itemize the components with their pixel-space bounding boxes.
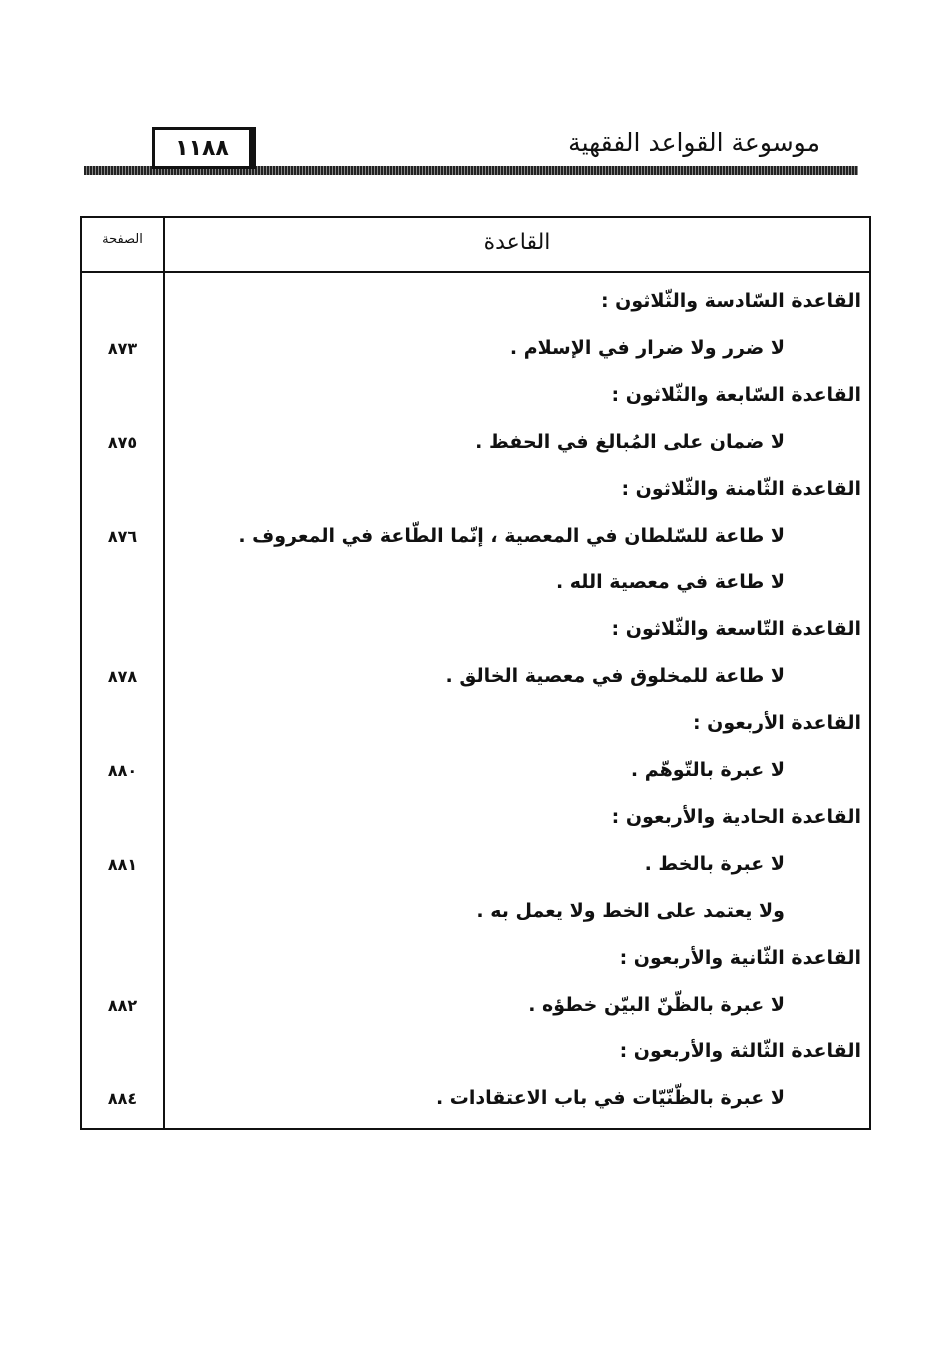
toc-entry-text: لا عبرة بالتّوهّم . (630, 759, 785, 781)
toc-entry-text: لا طاعة في معصية الله . (555, 571, 785, 594)
toc-entry-text: القاعدة السّادسة والثّلاثون : (600, 290, 861, 312)
toc-entry-text: القاعدة السّابعة والثّلاثون : (611, 383, 861, 406)
toc-rule-entry (82, 988, 869, 1034)
column-header-rule: القاعدة (483, 230, 551, 255)
toc-entry-text: لا عبرة بالظّنّ البيّن خطؤه . (528, 993, 785, 1016)
toc-table (80, 216, 871, 1130)
running-header-title: موسوعة القواعد الفقهية (568, 128, 820, 157)
toc-entry-text: لا عبرة بالظّنّيّات في باب الاعتقادات . (435, 1087, 785, 1110)
toc-rule-entry (82, 847, 869, 893)
toc-entry-page: ٨٧٦ (107, 526, 138, 546)
toc-entry-page: ٨٧٨ (107, 667, 138, 687)
toc-rule-heading (82, 706, 869, 752)
toc-entry-text: لا ضرر ولا ضرار في الإسلام . (509, 336, 785, 359)
column-header-page: الصفحة (102, 232, 143, 247)
toc-rule-entry (82, 753, 869, 799)
page-number-box (152, 127, 256, 169)
toc-entry-page: ٨٧٣ (107, 338, 138, 358)
toc-entry-page: ٨٧٥ (107, 432, 138, 452)
toc-rule-entry (82, 425, 869, 471)
toc-entry-text: لا عبرة بالخط . (644, 852, 785, 875)
toc-entry-text: القاعدة الحادية والأربعون : (611, 805, 861, 828)
toc-rule-heading (82, 800, 869, 846)
page-number: ١١٨٨ (175, 135, 229, 161)
toc-entry-text: القاعدة الثّالثة والأربعون : (619, 1040, 861, 1063)
toc-entry-page: ٨٨٢ (107, 995, 138, 1015)
toc-entry-text: لا طاعة للسّلطان في المعصية ، إنّما الطّاعة في المعروف . (238, 524, 785, 547)
toc-entry-text: القاعدة الثّانية والأربعون : (619, 946, 861, 969)
toc-rule-heading (82, 1034, 869, 1080)
toc-rule-entry (82, 1081, 869, 1127)
toc-rule-heading (82, 284, 869, 330)
toc-entry-page: ٨٨١ (107, 854, 138, 874)
toc-rule-heading (82, 941, 869, 987)
toc-entry-text: القاعدة الثّامنة والثّلاثون : (621, 477, 861, 500)
toc-entry-text: القاعدة الأربعون : (692, 712, 861, 735)
toc-rule-heading (82, 612, 869, 658)
toc-entry-text: لا ضمان على المُبالغ في الحفظ . (475, 430, 785, 453)
toc-rule-heading (82, 472, 869, 518)
toc-rule-entry (82, 519, 869, 565)
toc-entry-text: القاعدة التّاسعة والثّلاثون : (611, 618, 861, 641)
toc-rule-entry (82, 659, 869, 705)
toc-rule-entry (82, 565, 869, 611)
toc-rule-entry (82, 894, 869, 940)
toc-entry-text: ولا يعتمد على الخط ولا يعمل به . (476, 899, 785, 922)
toc-entry-page: ٨٨٤ (107, 1089, 138, 1109)
header-row-divider (82, 271, 869, 273)
toc-rule-heading (82, 378, 869, 424)
toc-entry-text: لا طاعة للمخلوق في معصية الخالق . (445, 665, 785, 688)
toc-rule-entry (82, 331, 869, 377)
toc-entry-page: ٨٨٠ (107, 761, 138, 780)
